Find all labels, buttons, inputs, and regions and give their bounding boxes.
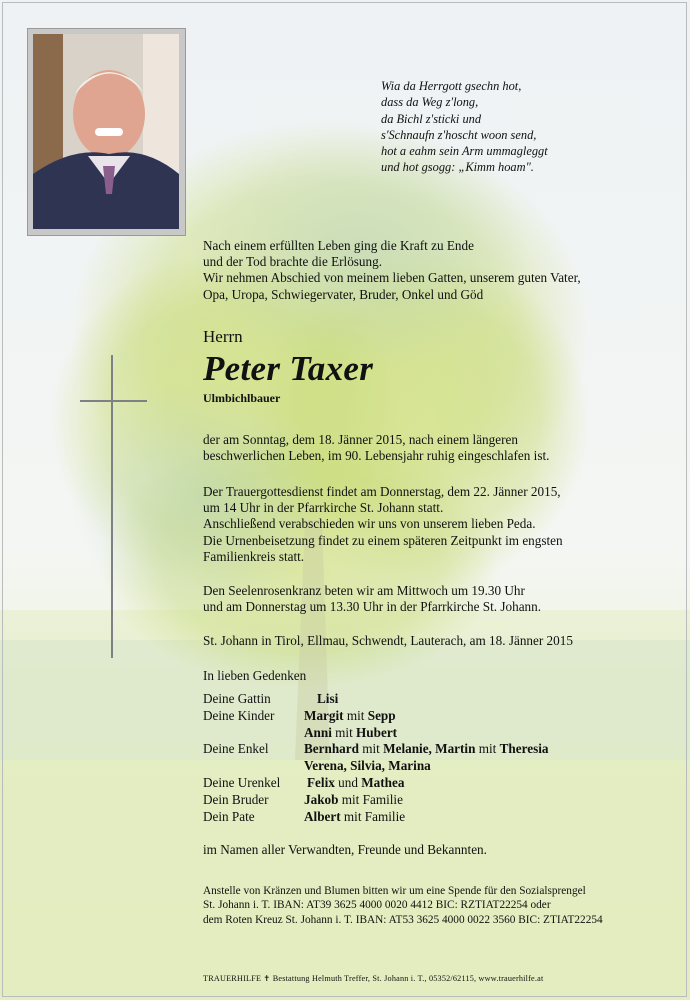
family-member-name: Felix — [307, 775, 335, 790]
service-line: Die Urnenbeisetzung findet zu einem späteren Zeitpunkt im engsten — [203, 532, 563, 548]
death-notice-line: der am Sonntag, dem 18. Jänner 2015, nach einem längeren — [203, 432, 518, 447]
place-date: St. Johann in Tirol, Ellmau, Schwendt, Lauterach, am 18. Jänner 2015 — [203, 633, 573, 648]
donation-line: Anstelle von Kränzen und Blumen bitten wir um eine Spende für den Sozialsprengel — [203, 885, 586, 897]
family-relation: Deine Kinder — [203, 707, 275, 723]
intro-paragraph — [203, 238, 581, 303]
family-connector: und — [334, 775, 362, 790]
poem-line: dass da Weg z'long, — [381, 95, 479, 110]
poem-line: da Bichl z'sticki und — [381, 111, 482, 126]
deceased-nickname: Ulmbichlbauer — [203, 391, 281, 405]
memorial-cross-bar — [80, 400, 147, 402]
family-relation: Deine Urenkel — [203, 775, 281, 790]
family-members — [304, 792, 403, 809]
family-connector: mit — [343, 707, 368, 723]
family-connector: mit Familie — [340, 808, 406, 824]
service-line: Der Trauergottesdienst findet am Donnerstag, dem 22. Jänner 2015, — [203, 484, 561, 499]
family-member-name: Jakob — [304, 791, 339, 807]
poem-line: und hot gsogg: „Kimm hoam". — [381, 160, 534, 175]
death-notice — [203, 432, 549, 464]
memory-heading: In lieben Gedenken — [203, 668, 307, 683]
service-line: um 14 Uhr in der Pfarrkirche St. Johann statt. — [203, 500, 444, 516]
donation-line: St. Johann i. T. IBAN: AT39 3625 4000 0020 4412 BIC: RZTIAT22254 oder — [203, 899, 551, 912]
salutation: Herrn — [203, 327, 243, 346]
family-connector: mit — [358, 741, 384, 757]
portrait-image — [33, 34, 179, 229]
poem-line: Wia da Herrgott gsechn hot, — [381, 79, 522, 93]
donation-request — [203, 884, 603, 927]
family-members — [307, 775, 404, 792]
family-member-name: Mathea — [361, 775, 405, 790]
closing-line: im Namen aller Verwandten, Freunde und Bekannten. — [203, 842, 487, 857]
family-member-name: Theresia — [499, 741, 549, 757]
family-connector: mit — [475, 741, 500, 757]
service-line: Anschließend verabschieden wir uns von unserem lieben Peda. — [203, 516, 536, 532]
family-connector: mit — [331, 724, 357, 740]
family-members — [304, 725, 397, 742]
deceased-name: Peter Taxer — [203, 349, 374, 388]
intro-line: Nach einem erfüllten Leben ging die Kraft zu Ende — [203, 238, 474, 253]
rosary-info — [203, 583, 541, 615]
rosary-line: und am Donnerstag um 13.30 Uhr in der Pfarrkirche St. Johann. — [203, 599, 542, 615]
family-member-name: Albert — [304, 808, 341, 824]
family-members — [304, 809, 405, 826]
family-members — [304, 708, 396, 725]
rosary-line: Den Seelenrosenkranz beten wir am Mittwoch um 19.30 Uhr — [203, 583, 525, 598]
death-notice-line: beschwerlichen Leben, im 90. Lebensjahr ruhig eingeschlafen ist. — [203, 448, 550, 464]
portrait-photo — [27, 28, 186, 236]
intro-line: Wir nehmen Abschied von meinem lieben Gatten, unserem guten Vater, — [203, 270, 581, 286]
family-member-name: Verena, Silvia, Marina — [304, 758, 431, 774]
poem — [381, 78, 548, 176]
intro-line: Opa, Uropa, Schwiegervater, Bruder, Onkel und Göd — [203, 286, 484, 302]
family-relation: Dein Pate — [203, 808, 255, 824]
family-member-name: Anni — [304, 724, 332, 740]
family-connector: mit Familie — [338, 791, 403, 807]
poem-line: s'Schnaufn z'hoscht woon send, — [381, 127, 537, 142]
family-relation: Deine Gattin — [203, 691, 271, 706]
family-members — [304, 758, 431, 775]
family-relation: Deine Enkel — [203, 741, 269, 757]
family-member-name: Melanie, Martin — [383, 741, 476, 757]
service-line: Familienkreis statt. — [203, 548, 305, 564]
family-member-name: Bernhard — [304, 741, 359, 757]
intro-line: und der Tod brachte die Erlösung. — [203, 254, 383, 270]
donation-line: dem Roten Kreuz St. Johann i. T. IBAN: AT53 3625 4000 0022 3560 BIC: ZTIAT22254 — [203, 913, 603, 926]
family-member-name: Margit — [304, 707, 344, 723]
family-member-name: Sepp — [367, 707, 396, 723]
family-relation: Dein Bruder — [203, 791, 269, 807]
family-member-name: Lisi — [317, 691, 339, 706]
family-members — [304, 741, 548, 758]
family-member-name: Hubert — [356, 724, 398, 740]
funeral-home-footer: TRAUERHILFE ✝ Bestattung Helmuth Treffer, St. Johann i. T., 05352/62115, www.trauerhilfe.at — [203, 974, 544, 983]
service-info — [203, 484, 563, 565]
family-members — [317, 691, 338, 708]
poem-line: hot a eahm sein Arm ummagleggt — [381, 144, 548, 159]
